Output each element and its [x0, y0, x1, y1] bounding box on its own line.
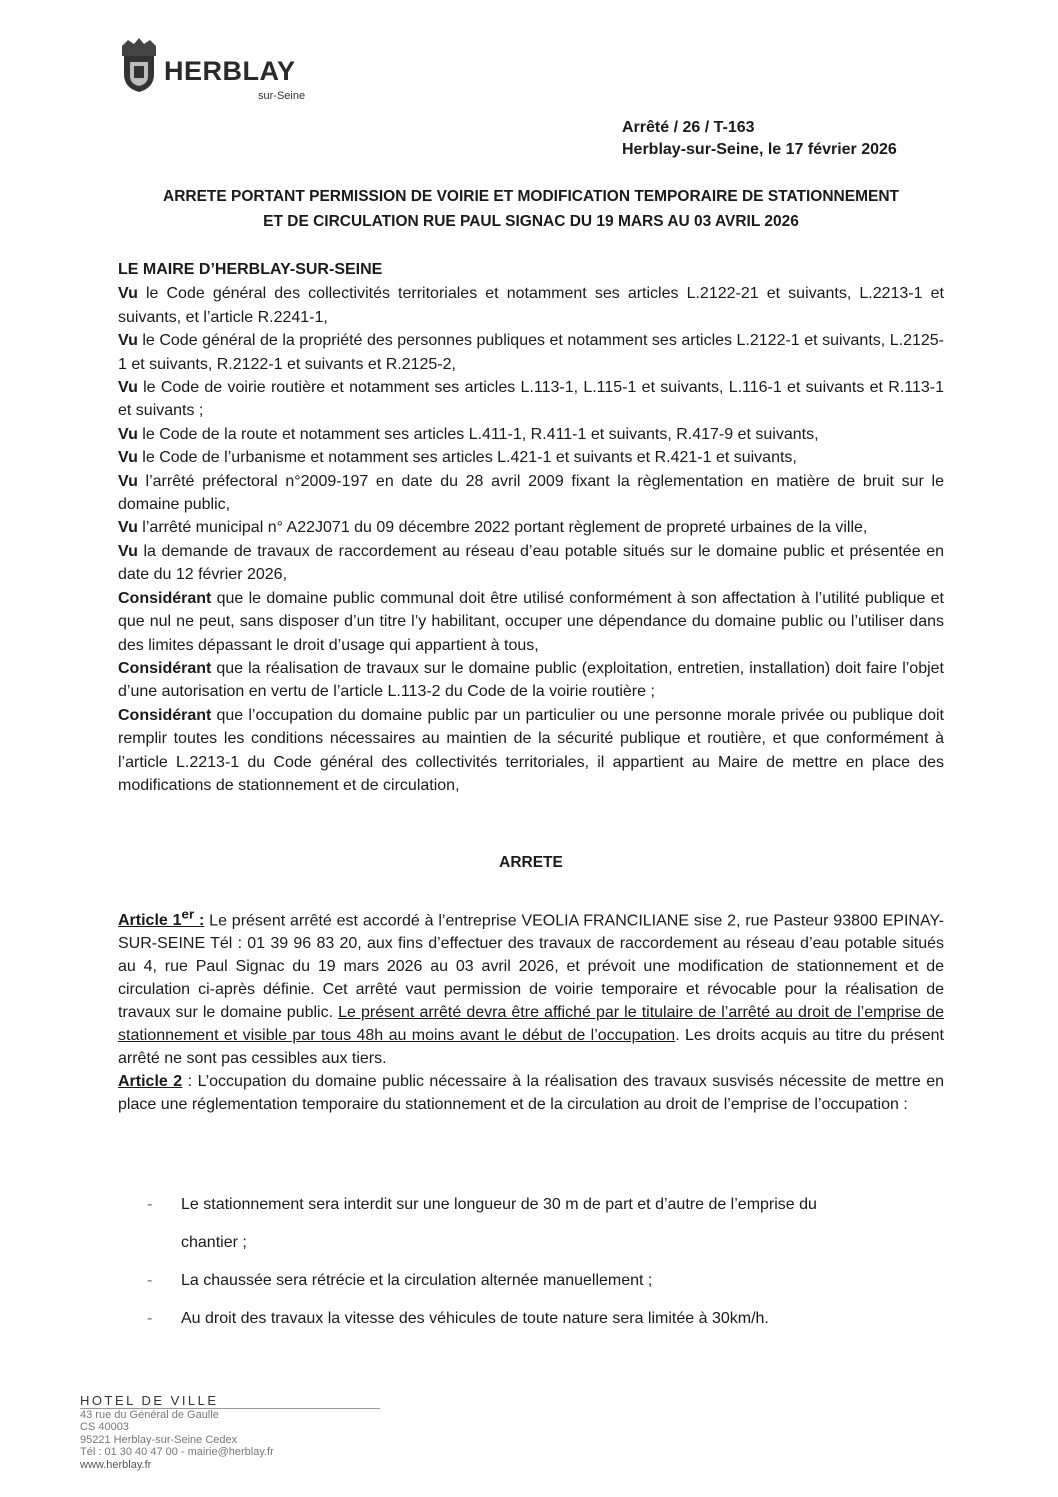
footer-website: www.herblay.fr — [80, 1458, 152, 1471]
preamble-item: Considérant que le domaine public communal doit être utilisé conformément à son affectation à l’utilité publique et que nul ne peut, sans disposer d’un titre l’y habilitant, occuper une dépendance du domaine public ou l’utiliser dans des limites dépassant le droit d’usage qui appartient à tous, — [118, 589, 944, 654]
footer-line: 43 rue du Général de Gaulle — [80, 1408, 219, 1421]
preamble-item: Vu le Code de la route et notamment ses articles L.411-1, R.411-1 et suivants, R.417-9 et suivants, — [118, 425, 819, 443]
reference-block — [622, 117, 897, 161]
preamble-item: Vu l’arrêté préfectoral n°2009-197 en date du 28 avril 2009 fixant la règlementation en matière de bruit sur le domaine public, — [118, 472, 944, 514]
reference-number: Arrêté / 26 / T-163 — [622, 119, 755, 136]
posting-requirement: Le présent arrêté devra être affiché par le titulaire de l’arrêté au droit de l’emprise de stationnement et visible par tous 48h au moins avant le début de l’occupation — [118, 1004, 945, 1045]
preamble-item: Considérant que l’occupation du domaine public par un particulier ou une personne morale privée ou publique doit remplir toutes les conditions nécessaires au maintien de la sécurité publique et routière, et que conformément à l’article L.2213-1 du Code général des collectivités territoriales, il appartient au Maire de mettre en place des modifications de stationnement et de circulation, — [118, 706, 944, 794]
arrete-heading: ARRETE — [499, 854, 563, 871]
preamble — [118, 258, 944, 797]
preamble-item: Vu le Code général de la propriété des personnes publiques et notamment ses articles L.2122-1 et suivants, L.2125-1 et suivants, R.2122-1 et suivants et R.2125-2, — [118, 332, 944, 373]
footer-line: 95221 Herblay-sur-Seine Cedex — [80, 1433, 238, 1446]
articles — [118, 903, 944, 1116]
preamble-item: Vu la demande de travaux de raccordement au réseau d’eau potable situés sur le domaine public et présentée en date du 12 février 2026, — [118, 542, 944, 584]
place-date: Herblay-sur-Seine, le 17 février 2026 — [622, 141, 897, 158]
logo-subtitle: sur-Seine — [258, 90, 306, 102]
list-item: - Au droit des travaux la vitesse des véhicules de toute nature sera limitée à 30km/h. — [147, 1310, 769, 1327]
article-2: Article 2 : L’occupation du domaine public nécessaire à la réalisation des travaux susvisés nécessite de mettre en place une réglementation temporaire du stationnement et de la circulation au droit de l’emprise de l’occupation : — [118, 1073, 945, 1114]
article-2-label: Article 2 — [118, 1073, 183, 1091]
city-crest-icon — [118, 34, 160, 94]
list-item: - La chaussée sera rétrécie et la circulation alternée manuellement ; — [147, 1272, 653, 1289]
mayor-heading: LE MAIRE D’HERBLAY-SUR-SEINE — [118, 261, 383, 278]
preamble-item: Vu l’arrêté municipal n° A22J071 du 09 décembre 2022 portant règlement de propreté urbaines de la ville, — [118, 519, 868, 537]
hotel-de-ville: HOTEL DE VILLE — [80, 1395, 380, 1409]
article-1: Article 1er : Le présent arrêté est accordé à l’entreprise VEOLIA FRANCILIANE sise 2, rue Pasteur 93800 EPINAY-SUR-SEINE Tél : 01 39 96 83 20, aux fins d’effectuer des travaux de raccordement au réseau d’eau potable situés au 4, rue Paul Signac du 19 mars 2026 au 03 avril 2026, et prévoit une modification de stationnement et de circulation ci-après définie. Cet arrêté vaut permission de voirie temporaire et révocable pour la réalisation de travaux sur le domaine public. Le présent arrêté devra être affiché par le titulaire de l’arrêté au droit de l’emprise de stationnement et visible par tous 48h au moins avant le début de l’occupation. Les droits acquis au titre du présent arrêté ne sont pas cessibles aux tiers. — [118, 907, 945, 1068]
title-line-2: ET DE CIRCULATION RUE PAUL SIGNAC DU 19 MARS AU 03 AVRIL 2026 — [263, 213, 799, 230]
preamble-item: Vu le Code de l’urbanisme et notamment ses articles L.421-1 et suivants et R.421-1 et suivants, — [118, 449, 797, 467]
preamble-item: Considérant que la réalisation de travaux sur le domaine public (exploitation, entretien, installation) doit faire l’objet d’une autorisation en vertu de l’article L.113-2 du Code de la voirie routière ; — [118, 659, 944, 701]
logo-name: HERBLAY — [164, 56, 296, 86]
footer-line: Tél : 01 30 40 47 00 - mairie@herblay.fr — [80, 1446, 274, 1458]
preamble-item: Vu le Code de voirie routière et notamment ses articles L.113-1, L.115-1 et suivants, L.116-1 et suivants et R.113-1 et suivants ; — [118, 379, 944, 420]
list-item: - Le stationnement sera interdit sur une longueur de 30 m de part et d’autre de l’emprise du — [147, 1196, 817, 1213]
measures-list — [118, 1185, 944, 1337]
city-logo — [118, 34, 328, 104]
list-item: chantier ; — [181, 1234, 247, 1251]
preamble-item: Vu le Code général des collectivités territoriales et notamment ses articles L.2122-21 et suivants, L.2213-1 et suivants, et l’article R.2241-1, — [118, 285, 944, 326]
document-title — [118, 184, 944, 234]
footer-address — [80, 1395, 390, 1471]
footer-line: CS 40003 — [80, 1421, 129, 1433]
title-line-1: ARRETE PORTANT PERMISSION DE VOIRIE ET MODIFICATION TEMPORAIRE DE STATIONNEMENT — [163, 188, 899, 205]
article-1-label: Article 1er : — [118, 907, 205, 930]
